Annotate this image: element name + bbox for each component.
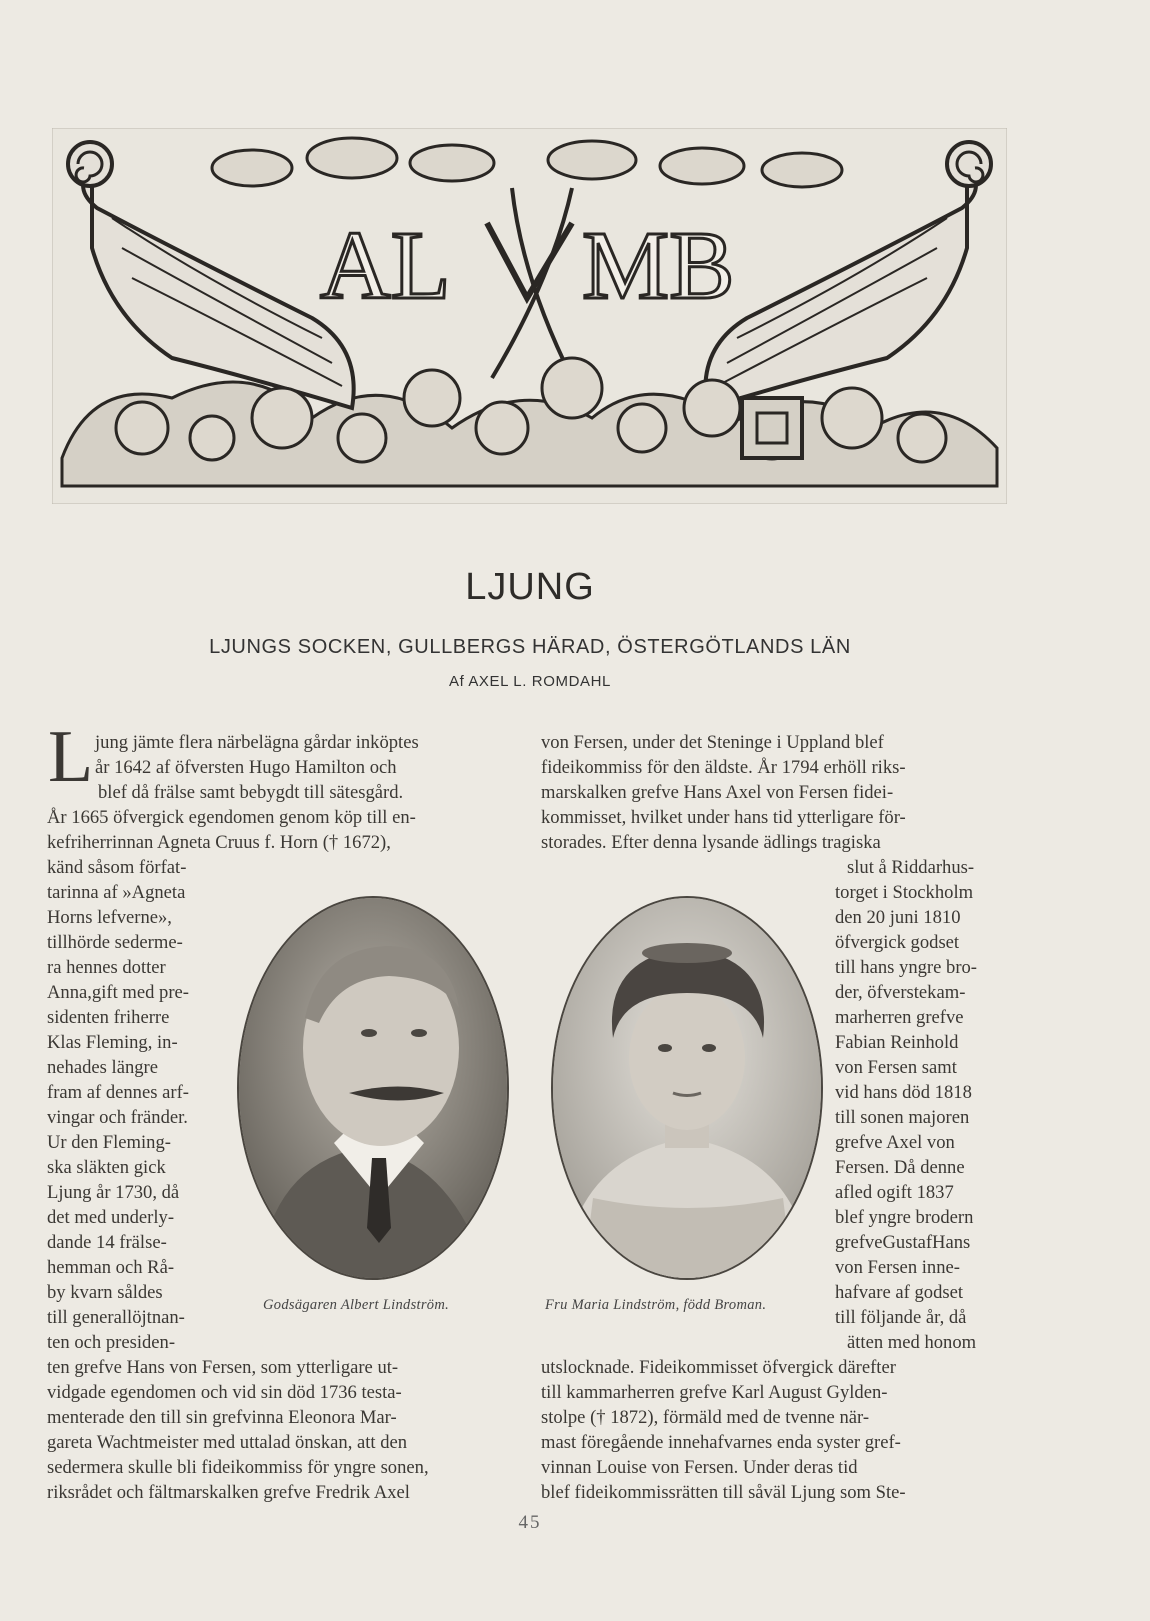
caption-left: Godsägaren Albert Lindström. bbox=[263, 1297, 450, 1313]
text-line: fideikommiss för den äldste. År 1794 erhöll riks- bbox=[541, 757, 906, 778]
text-line: grefveGustafHans bbox=[835, 1232, 971, 1253]
text-line: stolpe († 1872), förmäld med de tvenne när- bbox=[541, 1407, 870, 1428]
author-byline: Af AXEL L. ROMDAHL bbox=[449, 673, 611, 690]
text-line: Ur den Fleming- bbox=[47, 1132, 171, 1153]
text-line: utslocknade. Fideikommisset öfvergick därefter bbox=[541, 1357, 896, 1378]
text-line: torget i Stockholm bbox=[835, 882, 974, 903]
text-line: gareta Wachtmeister med uttalad önskan, att den bbox=[47, 1432, 408, 1453]
text-line: Klas Fleming, in- bbox=[47, 1032, 178, 1053]
text-line: ätten med honom bbox=[847, 1332, 977, 1353]
page-title: LJUNG bbox=[465, 566, 595, 608]
text-line: till sonen majoren bbox=[835, 1107, 970, 1128]
text-line: hafvare af godset bbox=[835, 1282, 964, 1303]
monogram-left: AL bbox=[320, 212, 451, 320]
text-line: Horns lefverne», bbox=[47, 907, 172, 928]
text-line: vidgade egendomen och vid sin död 1736 testa- bbox=[47, 1382, 402, 1403]
text-line: det med underly- bbox=[47, 1207, 175, 1228]
text-line: ten och presiden- bbox=[47, 1332, 176, 1353]
caption-right: Fru Maria Lindström, född Broman. bbox=[545, 1297, 767, 1313]
text-line: sidenten friherre bbox=[47, 1007, 170, 1028]
text-line: ten grefve Hans von Fersen, som ytterligare ut- bbox=[47, 1357, 399, 1378]
text-line: till generallöjtnan- bbox=[47, 1307, 185, 1328]
text-line: År 1665 öfvergick egendomen genom köp till en- bbox=[47, 807, 416, 828]
text-line: sedermera skulle bli fideikommiss för yngre sonen, bbox=[47, 1457, 429, 1478]
text-line: till hans yngre bro- bbox=[835, 957, 978, 978]
text-line: Fabian Reinhold bbox=[835, 1032, 959, 1053]
text-line: menterade den till sin grefvinna Eleonora Mar- bbox=[47, 1407, 397, 1428]
text-line: fram af dennes arf- bbox=[47, 1082, 189, 1103]
text-line: mast föregående innehafvarnes enda syster gref- bbox=[541, 1432, 901, 1453]
text-line: Fersen. Då denne bbox=[835, 1157, 965, 1178]
monogram-right: MB bbox=[582, 212, 735, 320]
text-line: by kvarn såldes bbox=[47, 1282, 163, 1303]
text-line: riksrådet och fältmarskalken grefve Fredrik Axel bbox=[47, 1482, 410, 1503]
text-line: Anna,gift med pre- bbox=[47, 982, 189, 1003]
text-line: tillhörde sederme- bbox=[47, 932, 183, 953]
text-line: kommisset, hvilket under hans tid ytterligare för- bbox=[541, 807, 906, 828]
text-line: öfvergick godset bbox=[835, 932, 960, 953]
portrait-woman-illustration bbox=[553, 898, 821, 1278]
text-line: till kammarherren grefve Karl August Gylden- bbox=[541, 1382, 888, 1403]
text-line: nehades längre bbox=[47, 1057, 158, 1078]
text-line: von Fersen, under det Steninge i Uppland blef bbox=[541, 732, 884, 753]
cornucopia-ornament-illustration bbox=[52, 128, 1007, 504]
text-line: vid hans död 1818 bbox=[835, 1082, 972, 1103]
text-line: känd såsom förfat- bbox=[47, 857, 187, 878]
text-line: grefve Axel von bbox=[835, 1132, 955, 1153]
text-line: ska släkten gick bbox=[47, 1157, 166, 1178]
text-line: afled ogift 1837 bbox=[835, 1182, 954, 1203]
text-line: marskalken grefve Hans Axel von Fersen fidei- bbox=[541, 782, 894, 803]
text-line: slut å Riddarhus- bbox=[847, 857, 975, 878]
page-subtitle: LJUNGS SOCKEN, GULLBERGS HÄRAD, ÖSTERGÖTLANDS LÄN bbox=[209, 636, 851, 658]
portrait-maria-lindstrom bbox=[551, 896, 823, 1280]
text-line: vinnan Louise von Fersen. Under deras tid bbox=[541, 1457, 858, 1478]
text-line: storades. Efter denna lysande ädlings tragiska bbox=[541, 832, 881, 853]
portrait-albert-lindstrom bbox=[237, 896, 509, 1280]
drop-capital: L bbox=[48, 716, 94, 798]
ornamental-banner bbox=[52, 128, 1007, 504]
text-line: till följande år, då bbox=[835, 1307, 967, 1328]
page-number: 45 bbox=[518, 1512, 542, 1533]
text-line: blef yngre brodern bbox=[835, 1207, 974, 1228]
text-line: dande 14 frälse- bbox=[47, 1232, 167, 1253]
text-line: hemman och Rå- bbox=[47, 1257, 175, 1278]
text-line: marherren grefve bbox=[835, 1007, 964, 1028]
portrait-man-illustration bbox=[239, 898, 507, 1278]
text-line: år 1642 af öfversten Hugo Hamilton och bbox=[95, 757, 397, 778]
text-line: von Fersen inne- bbox=[835, 1257, 960, 1278]
text-line: jung jämte flera närbelägna gårdar inköptes bbox=[95, 732, 419, 753]
text-line: der, öfverstekam- bbox=[835, 982, 966, 1003]
text-line: blef då frälse samt bebygdt till sätesgård. bbox=[98, 782, 404, 803]
text-line: vingar och fränder. bbox=[47, 1107, 188, 1128]
text-line: tarinna af »Agneta bbox=[47, 882, 186, 903]
text-line: den 20 juni 1810 bbox=[835, 907, 961, 928]
text-line: kefriherrinnan Agneta Cruus f. Horn († 1672), bbox=[47, 832, 391, 853]
text-line: ra hennes dotter bbox=[47, 957, 166, 978]
text-line: Ljung år 1730, då bbox=[47, 1182, 180, 1203]
text-line: von Fersen samt bbox=[835, 1057, 957, 1078]
text-line: blef fideikommissrätten till såväl Ljung som Ste- bbox=[541, 1482, 906, 1503]
